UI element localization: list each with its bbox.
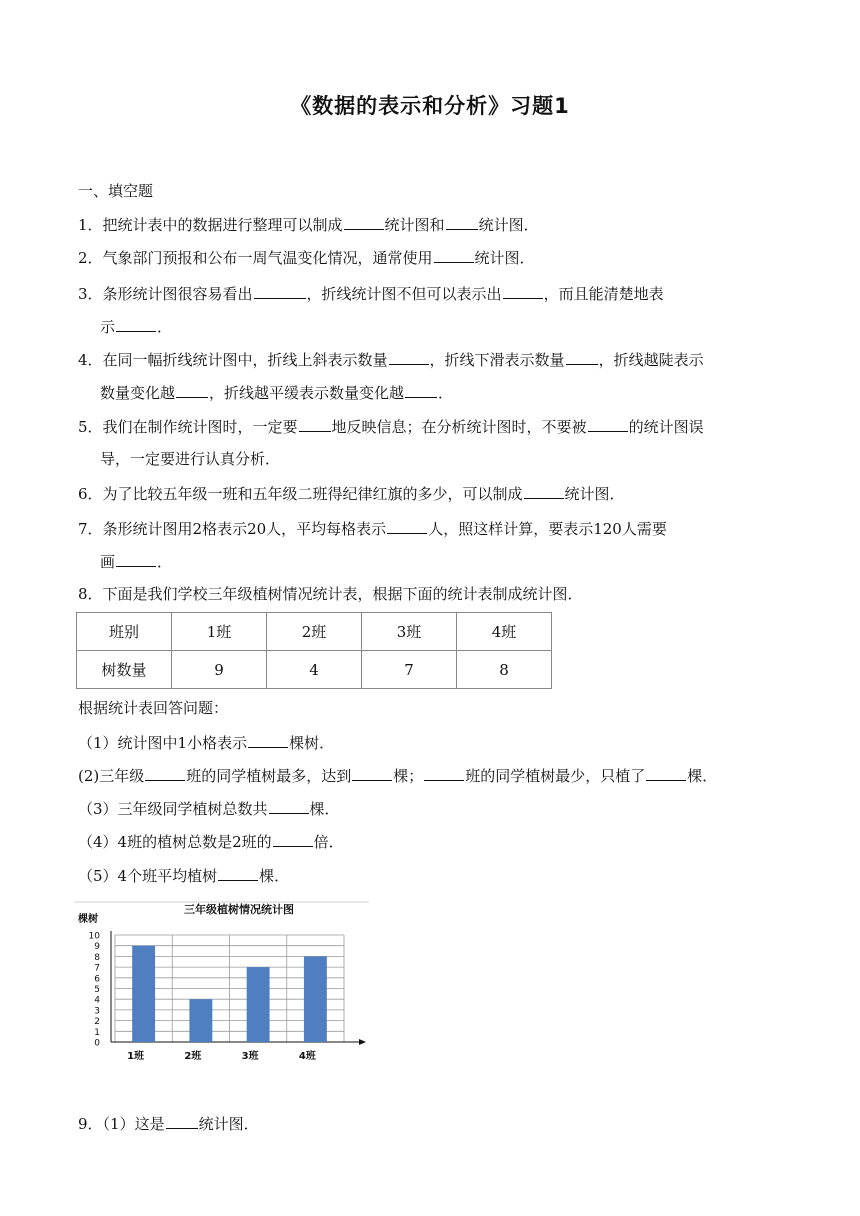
chart-xtick-label: 4班 — [298, 1051, 316, 1062]
question-7-cont: 画 ． — [100, 550, 172, 573]
sub-question-3: （3）三年级同学植树总数共 棵． — [78, 797, 340, 820]
question-6: 6．为了比较五年级一班和五年级二班得纪律红旗的多少，可以制成 统计图． — [78, 482, 625, 505]
table-cell: 9 — [172, 651, 267, 689]
answer-intro: 根据统计表回答问题： — [78, 699, 229, 717]
sub-question-4: （4）4班的植树总数是2班的 倍． — [78, 830, 344, 853]
answer-blank[interactable] — [218, 864, 258, 881]
question-7: 7．条形统计图用2格表示20人，平均每格表示 人，照这样计算，要表示120人需要 — [78, 517, 667, 540]
bar-chart-svg — [74, 898, 374, 1068]
answer-blank[interactable] — [446, 213, 478, 230]
question-4: 4．在同一幅折线统计图中，折线上斜表示数量 ，折线下滑表示数量 ，折线越陡表示 — [78, 348, 704, 371]
bar-chart — [74, 898, 374, 1068]
chart-ylabel: 棵树 — [78, 914, 98, 925]
page-title: 《数据的表示和分析》习题1 — [290, 94, 570, 118]
table-cell: 7 — [362, 651, 457, 689]
answer-blank[interactable] — [387, 517, 427, 534]
table-cell: 4班 — [457, 613, 552, 651]
table-cell: 8 — [457, 651, 552, 689]
answer-blank[interactable] — [434, 246, 474, 263]
table-cell: 3班 — [362, 613, 457, 651]
question-5: 5．我们在制作统计图时，一定要 地反映信息；在分析统计图时，不要被 的统计图误 — [78, 415, 704, 438]
answer-blank[interactable] — [344, 213, 384, 230]
question-4-cont: 数量变化越 ，折线越平缓表示数量变化越 ． — [100, 381, 453, 404]
question-3-cont: 示 ． — [100, 315, 172, 338]
chart-ytick-label: 2 — [94, 1017, 100, 1028]
chart-title: 三年级植树情况统计图 — [184, 903, 294, 916]
answer-blank[interactable] — [145, 764, 185, 781]
sub-question-2: (2)三年级 班的同学植树最多，达到 棵； 班的同学植树最少，只植了 棵． — [78, 764, 717, 787]
answer-blank[interactable] — [299, 415, 331, 432]
chart-xtick-label: 1班 — [127, 1051, 145, 1062]
answer-blank[interactable] — [352, 764, 392, 781]
answer-blank[interactable] — [116, 315, 156, 332]
chart-ytick-label: 3 — [94, 1006, 100, 1017]
question-8: 8．下面是我们学校三年级植树情况统计表，根据下面的统计表制成统计图． — [78, 585, 583, 603]
planting-table — [76, 612, 552, 689]
sub-question-1: （1）统计图中1小格表示 棵树． — [78, 731, 334, 754]
table-header-row — [77, 613, 552, 651]
question-2: 2．气象部门预报和公布一周气温变化情况，通常使用 统计图． — [78, 246, 535, 269]
chart-x-axis-arrow — [359, 1039, 366, 1045]
table-cell: 2班 — [267, 613, 362, 651]
sub-question-5: （5）4个班平均植树 棵． — [78, 864, 289, 887]
chart-ytick-label: 7 — [94, 963, 100, 974]
chart-bar — [247, 967, 270, 1042]
chart-ytick-label: 4 — [94, 995, 100, 1006]
answer-blank[interactable] — [389, 348, 429, 365]
answer-blank[interactable] — [503, 282, 543, 299]
chart-ytick-label: 9 — [94, 942, 100, 953]
chart-ytick-label: 1 — [94, 1027, 100, 1038]
answer-blank[interactable] — [588, 415, 628, 432]
question-3: 3．条形统计图很容易看出 ，折线统计图不但可以表示出 ，而且能清楚地表 — [78, 282, 664, 305]
chart-ytick-label: 5 — [94, 985, 100, 995]
answer-blank[interactable] — [248, 731, 288, 748]
answer-blank[interactable] — [646, 764, 686, 781]
question-1: 1．把统计表中的数据进行整理可以制成 统计图和 统计图． — [78, 213, 539, 236]
question-5-cont: 导，一定要进行认真分析． — [100, 450, 281, 468]
table-cell: 树数量 — [77, 651, 172, 689]
chart-ytick-label: 8 — [94, 952, 100, 963]
table-cell: 班别 — [77, 613, 172, 651]
chart-bar — [132, 946, 155, 1042]
answer-blank[interactable] — [524, 482, 564, 499]
answer-blank[interactable] — [116, 550, 156, 567]
table-row — [77, 651, 552, 689]
answer-blank[interactable] — [424, 764, 464, 781]
answer-blank[interactable] — [273, 830, 313, 847]
answer-blank[interactable] — [566, 348, 598, 365]
answer-blank[interactable] — [254, 282, 306, 299]
chart-xtick-label: 2班 — [184, 1051, 202, 1062]
answer-blank[interactable] — [269, 797, 309, 814]
chart-bar — [304, 956, 327, 1042]
chart-ytick-label: 6 — [94, 974, 100, 985]
table-cell: 1班 — [172, 613, 267, 651]
chart-ytick-label: 10 — [88, 931, 100, 942]
question-9: 9．（1）这是 统计图． — [78, 1112, 259, 1135]
chart-bar — [189, 999, 212, 1042]
answer-blank[interactable] — [405, 381, 437, 398]
table-cell: 4 — [267, 651, 362, 689]
chart-xtick-label: 3班 — [241, 1051, 259, 1062]
chart-ytick-label: 0 — [94, 1038, 100, 1049]
section-heading: 一、填空题 — [78, 182, 154, 200]
answer-blank[interactable] — [176, 381, 208, 398]
answer-blank[interactable] — [166, 1112, 198, 1129]
